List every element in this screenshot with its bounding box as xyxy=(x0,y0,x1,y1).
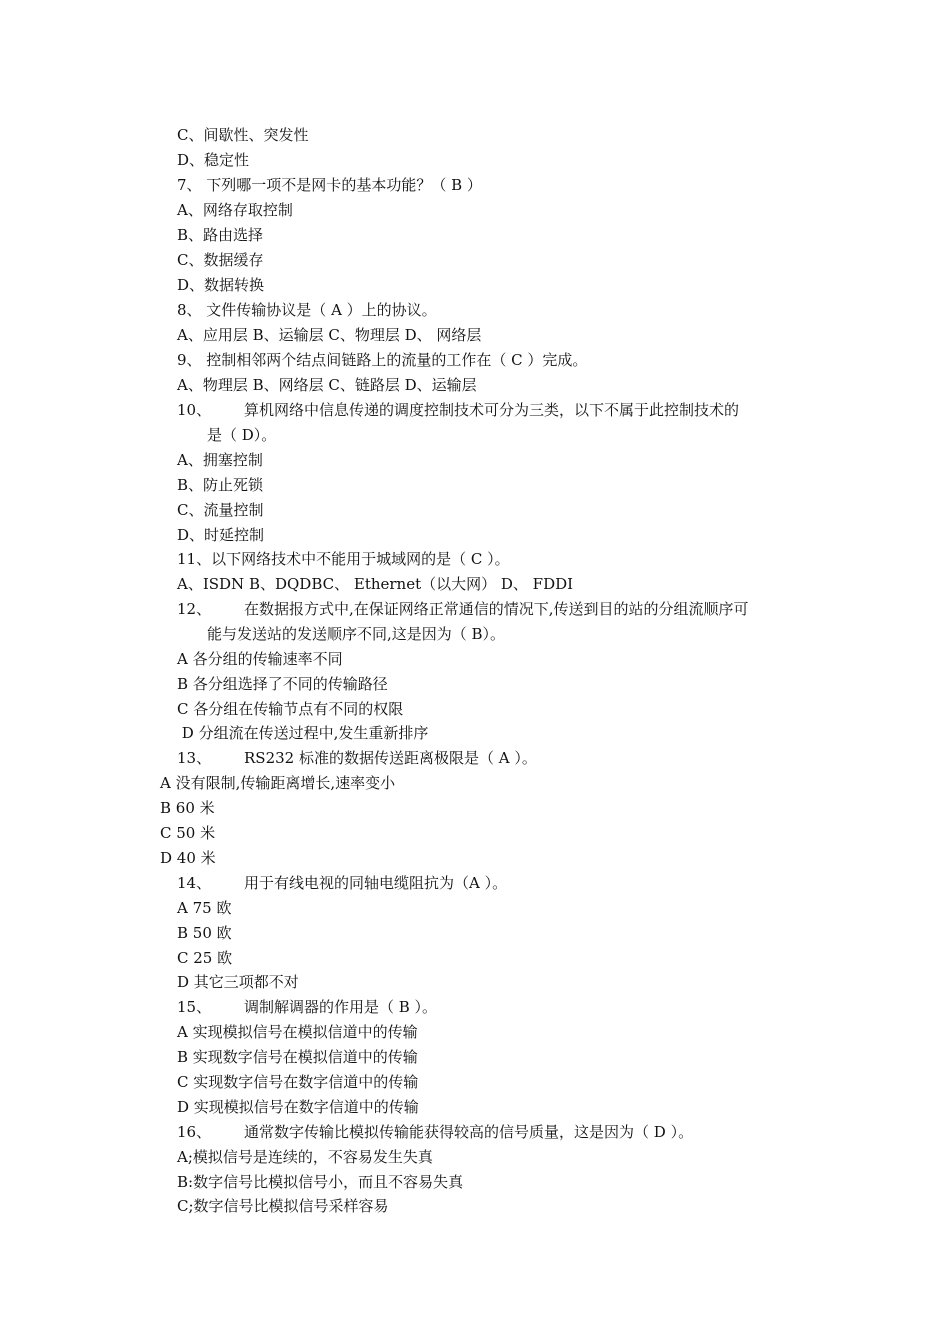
question-number: 12、 xyxy=(177,600,212,618)
question-text: RS232 标准的数据传送距离极限是（ A ）。 xyxy=(244,749,537,767)
question-number: 15、 xyxy=(177,998,212,1016)
option-line: D 分组流在传送过程中,发生重新排序 xyxy=(177,724,429,742)
option-line: C;数字信号比模拟信号采样容易 xyxy=(177,1197,389,1215)
question-line: 7、 下列哪一项不是网卡的基本功能？（ B ） xyxy=(177,176,482,194)
question-line: 9、 控制相邻两个结点间链路上的流量的工作在（ C ）完成。 xyxy=(177,351,588,369)
question-continuation: 是（ D）。 xyxy=(207,426,277,444)
option-line: A、ISDN B、DQDBC、 Ethernet（以大网） D、 FDDI xyxy=(177,575,574,593)
option-line: A、物理层 B、网络层 C、链路层 D、运输层 xyxy=(177,376,477,394)
question-number: 14、 xyxy=(177,874,212,892)
question-number: 13、 xyxy=(177,749,212,767)
option-line: B 50 欧 xyxy=(177,924,232,942)
question-text: 用于有线电视的同轴电缆阻抗为（A ）。 xyxy=(244,874,508,892)
option-line: B、防止死锁 xyxy=(177,476,264,494)
option-line: A 75 欧 xyxy=(177,899,232,917)
option-line: B、路由选择 xyxy=(177,226,264,244)
question-number: 10、 xyxy=(177,401,212,419)
question-continuation: 能与发送站的发送顺序不同,这是因为（ B）。 xyxy=(207,625,506,643)
option-line: A、应用层 B、运输层 C、物理层 D、 网络层 xyxy=(177,326,482,344)
question-line xyxy=(177,997,437,1017)
option-line: C 50 米 xyxy=(160,824,216,842)
question-line xyxy=(177,599,749,619)
option-line: C、流量控制 xyxy=(177,501,264,519)
option-line: C 实现数字信号在数字信道中的传输 xyxy=(177,1073,419,1091)
question-line xyxy=(177,1122,693,1142)
option-line: D、稳定性 xyxy=(177,151,250,169)
option-line: A、拥塞控制 xyxy=(177,451,263,469)
option-line: D 实现模拟信号在数字信道中的传输 xyxy=(177,1098,419,1116)
option-line: D 其它三项都不对 xyxy=(177,973,299,991)
option-line: B 各分组选择了不同的传输路径 xyxy=(177,675,388,693)
question-line xyxy=(177,873,507,893)
option-line: B:数字信号比模拟信号小，而且不容易失真 xyxy=(177,1173,464,1191)
question-line: 11、以下网络技术中不能用于城域网的是（ C ）。 xyxy=(177,550,510,568)
option-line: D、时延控制 xyxy=(177,526,265,544)
option-line: A 各分组的传输速率不同 xyxy=(177,650,343,668)
option-line: B 实现数字信号在模拟信道中的传输 xyxy=(177,1048,418,1066)
option-line: D 40 米 xyxy=(160,849,216,867)
option-line: A、网络存取控制 xyxy=(177,201,293,219)
option-line: C 各分组在传输节点有不同的权限 xyxy=(177,700,404,718)
option-line: D、数据转换 xyxy=(177,276,265,294)
option-line: A 实现模拟信号在模拟信道中的传输 xyxy=(177,1023,418,1041)
question-text: 调制解调器的作用是（ B ）。 xyxy=(244,998,438,1016)
option-line: C、间歇性、突发性 xyxy=(177,126,309,144)
option-line: A 没有限制,传输距离增长,速率变小 xyxy=(160,774,396,792)
question-text: 通常数字传输比模拟传输能获得较高的信号质量，这是因为（ D ）。 xyxy=(244,1123,694,1141)
option-line: C 25 欧 xyxy=(177,949,233,967)
option-line: C、数据缓存 xyxy=(177,251,264,269)
question-text: 在数据报方式中,在保证网络正常通信的情况下,传送到目的站的分组流顺序可 xyxy=(244,600,749,618)
option-line: A;模拟信号是连续的，不容易发生失真 xyxy=(177,1148,433,1166)
question-line xyxy=(177,400,739,420)
question-line: 8、 文件传输协议是（ A ）上的协议。 xyxy=(177,301,437,319)
question-text: 算机网络中信息传递的调度控制技术可分为三类，以下不属于此控制技术的 xyxy=(244,401,740,419)
option-line: B 60 米 xyxy=(160,799,215,817)
question-number: 16、 xyxy=(177,1123,212,1141)
question-line xyxy=(177,748,537,768)
